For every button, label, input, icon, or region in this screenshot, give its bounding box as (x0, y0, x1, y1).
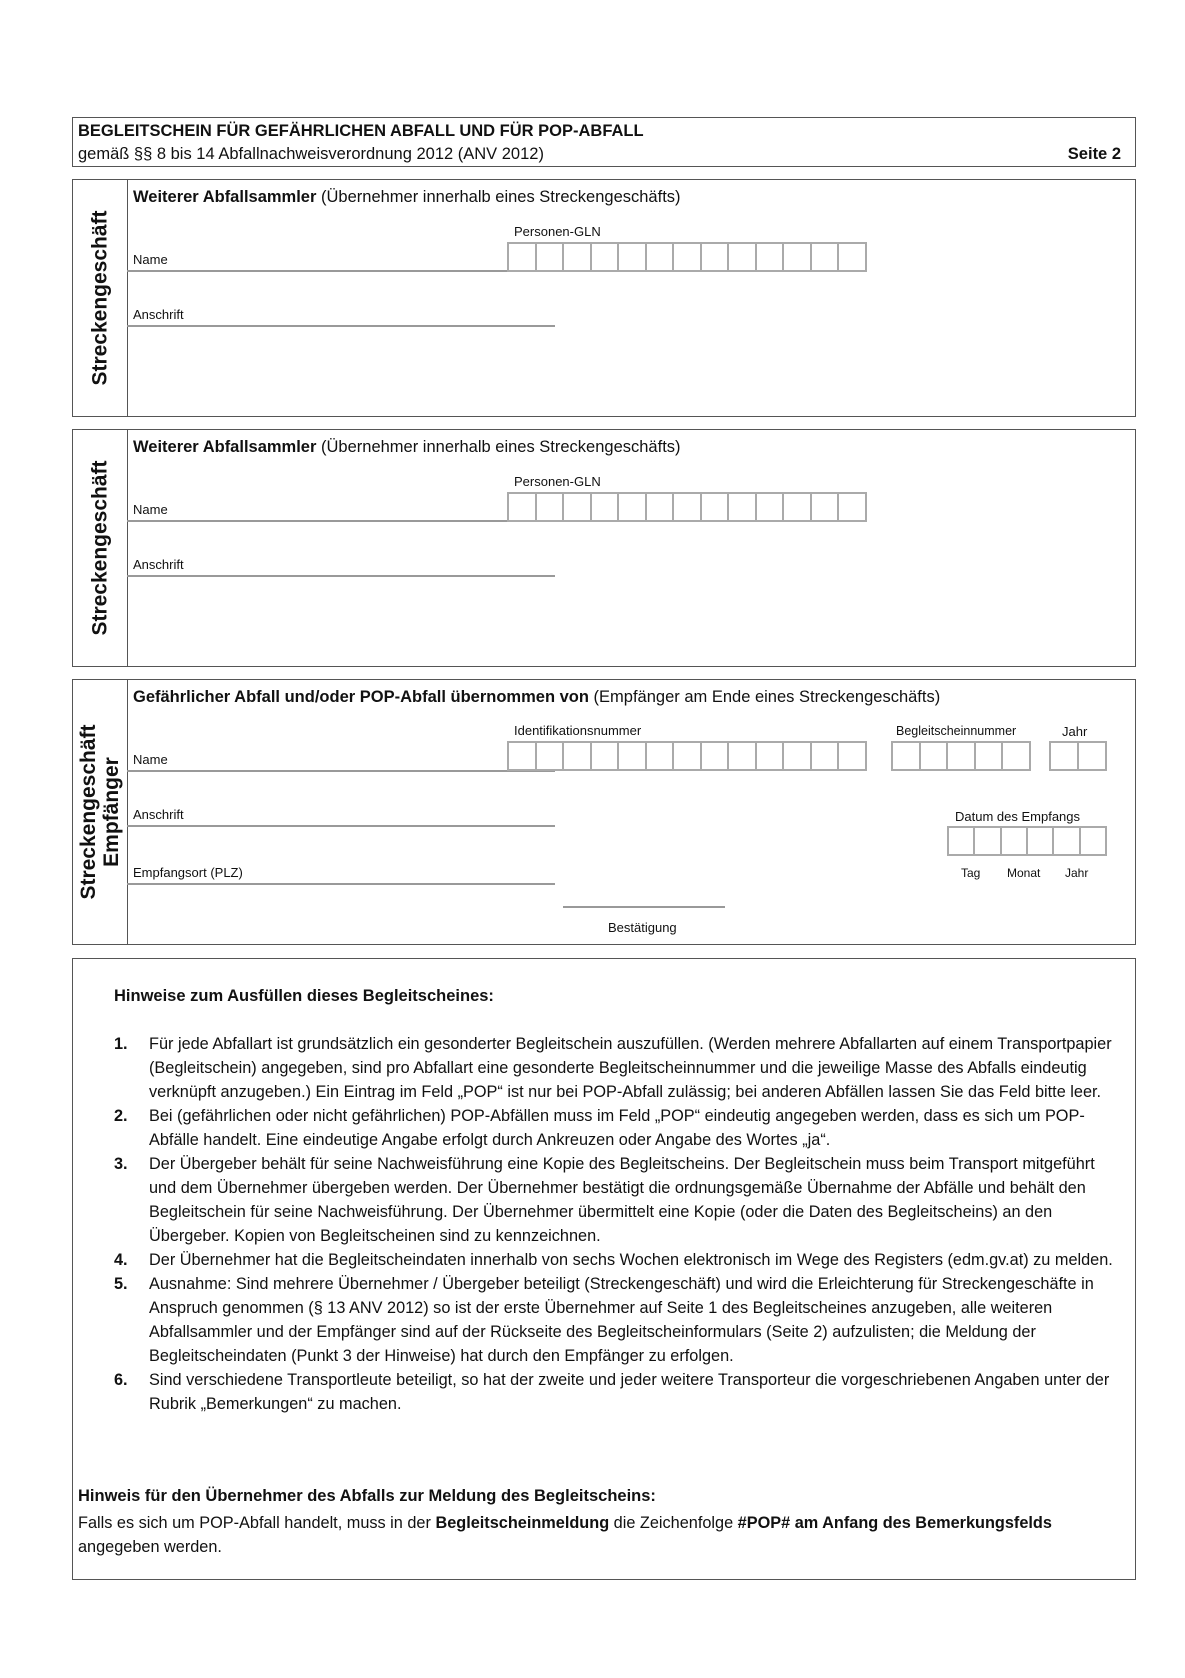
character-cell[interactable] (893, 743, 921, 769)
receiver-note-bold: Begleitscheinmeldung (435, 1514, 610, 1532)
character-cell[interactable] (1003, 743, 1029, 769)
place-label: Empfangsort (PLZ) (133, 865, 243, 880)
section-title-bold: Weiterer Abfallsammler (133, 188, 317, 206)
character-cell[interactable] (1051, 743, 1079, 769)
character-cell[interactable] (784, 244, 812, 270)
side-label-box (73, 180, 128, 416)
character-cell[interactable] (976, 743, 1004, 769)
character-cell[interactable] (619, 743, 647, 769)
character-cell[interactable] (1002, 828, 1028, 854)
form-subtitle: gemäß §§ 8 bis 14 Abfallnachweisverordnung 2012 (ANV 2012) (78, 145, 544, 163)
instruction-item (114, 1032, 1121, 1104)
date-year-label: Jahr (1065, 866, 1089, 880)
item-number: 1. (114, 1035, 128, 1053)
side-label (77, 724, 123, 899)
character-cell[interactable] (729, 244, 757, 270)
character-cell[interactable] (509, 743, 537, 769)
character-cell[interactable] (757, 743, 785, 769)
character-cell[interactable] (839, 494, 865, 520)
character-cell[interactable] (619, 244, 647, 270)
character-cell[interactable] (564, 244, 592, 270)
character-cell[interactable] (784, 743, 812, 769)
side-label-line-1: Streckengeschäft (77, 724, 100, 900)
address-field[interactable] (127, 325, 555, 327)
character-cell[interactable] (537, 743, 565, 769)
character-cell[interactable] (702, 743, 730, 769)
item-text: Bei (gefährlichen oder nicht gefährlichen) POP-Abfällen muss im Feld „POP“ eindeutig angegeben werden, dass es sich um POP-Abfälle handelt. Eine eindeutige Angabe erfolgt durch Ankreuzen oder Angabe des Wortes „ja“. (149, 1107, 1085, 1149)
character-cell[interactable] (975, 828, 1001, 854)
character-cell[interactable] (592, 743, 620, 769)
gln-label: Personen-GLN (514, 474, 601, 489)
character-cell[interactable] (839, 743, 865, 769)
character-cell[interactable] (812, 244, 840, 270)
character-cell[interactable] (702, 244, 730, 270)
id-input[interactable] (507, 741, 867, 771)
side-label-box (73, 430, 128, 666)
instruction-item (114, 1248, 1121, 1272)
address-label: Anschrift (133, 307, 184, 322)
item-text: Sind verschiedene Transportleute beteiligt, so hat der zweite und jeder weitere Transporteur die vorgeschriebenen Angaben unter der Rubrik „Bemerkungen“ zu machen. (149, 1371, 1110, 1413)
character-cell[interactable] (729, 494, 757, 520)
side-label-line-2: Empfänger (100, 757, 123, 867)
confirmation-field[interactable] (563, 906, 725, 908)
character-cell[interactable] (564, 743, 592, 769)
section-title (133, 688, 940, 707)
character-cell[interactable] (592, 244, 620, 270)
character-cell[interactable] (564, 494, 592, 520)
confirmation-label: Bestätigung (608, 920, 677, 935)
character-cell[interactable] (1054, 828, 1080, 854)
character-cell[interactable] (1028, 828, 1054, 854)
character-cell[interactable] (674, 743, 702, 769)
character-cell[interactable] (729, 743, 757, 769)
name-label: Name (133, 252, 168, 267)
place-field[interactable] (127, 883, 555, 885)
character-cell[interactable] (812, 494, 840, 520)
item-number: 3. (114, 1155, 128, 1173)
form-header (72, 117, 1136, 167)
character-cell[interactable] (592, 494, 620, 520)
character-cell[interactable] (702, 494, 730, 520)
character-cell[interactable] (921, 743, 949, 769)
date-input[interactable] (947, 826, 1107, 856)
receiver-note-part: die Zeichenfolge (609, 1514, 738, 1532)
character-cell[interactable] (647, 494, 675, 520)
side-label: Streckengeschäft (88, 210, 112, 386)
name-field[interactable] (127, 270, 555, 272)
section-title-rest: (Übernehmer innerhalb eines Streckengeschäfts) (316, 438, 681, 456)
character-cell[interactable] (757, 244, 785, 270)
section-title-rest: (Übernehmer innerhalb eines Streckengeschäfts) (316, 188, 681, 206)
item-text: Für jede Abfallart ist grundsätzlich ein gesonderter Begleitschein auszufüllen. (Werden mehrere Abfallarten auf einem Transportpapier (Begleitschein) angegeben, sind pro Abfallart eine gesonderte Begleitscheinnummer und die jeweilige Masse des Abfalls eindeutig verknüpft anzugeben.) Ein Eintrag im Feld „POP“ ist nur bei POP-Abfall zulässig; bei anderen Abfällen lassen Sie das Feld bitte leer. (149, 1035, 1112, 1101)
item-number: 5. (114, 1275, 128, 1293)
section-title-rest: (Empfänger am Ende eines Streckengeschäfts) (588, 688, 941, 706)
character-cell[interactable] (839, 244, 865, 270)
name-field[interactable] (127, 520, 555, 522)
instruction-item (114, 1104, 1121, 1152)
receiver-section (72, 679, 1136, 945)
item-text: Der Übergeber behält für seine Nachweisführung eine Kopie des Begleitscheins. Der Begleitschein muss beim Transport mitgeführt und dem Übernehmer übergeben werden. Der Übernehmer bestätigt die ordnungsgemäße Übernahme der Abfälle und behält den Begleitschein für seine Nachweisführung. Der Übernehmer übermittelt eine Kopie (oder die Daten des Begleitscheins) an den Übergeber. Kopien von Begleitscheinen sind zu kennzeichnen. (149, 1155, 1095, 1245)
character-cell[interactable] (509, 244, 537, 270)
character-cell[interactable] (537, 494, 565, 520)
character-cell[interactable] (1081, 828, 1105, 854)
character-cell[interactable] (948, 743, 976, 769)
gln-input[interactable] (507, 242, 867, 272)
year-label: Jahr (1062, 724, 1088, 739)
collector-section-1 (72, 179, 1136, 417)
character-cell[interactable] (1079, 743, 1105, 769)
character-cell[interactable] (619, 494, 647, 520)
address-label: Anschrift (133, 557, 184, 572)
character-cell[interactable] (812, 743, 840, 769)
character-cell[interactable] (674, 244, 702, 270)
item-number: 6. (114, 1371, 128, 1389)
section-title (133, 438, 681, 457)
address-field[interactable] (127, 825, 555, 827)
instruction-item (114, 1152, 1121, 1248)
character-cell[interactable] (784, 494, 812, 520)
item-text: Ausnahme: Sind mehrere Übernehmer / Übergeber beteiligt (Streckengeschäft) und wird die Erleichterung für Streckengeschäfte in Anspruch genommen (§ 13 ANV 2012) so ist der erste Übernehmer auf Seite 1 des Begleitscheines anzugeben, alle weiteren Abfallsammler und der Empfänger sind auf der Rückseite des Begleitscheinformulars (Seite 2) aufzulisten; die Meldung der Begleitscheindaten (Punkt 3 der Hinweise) hat durch den Empfänger zu erfolgen. (149, 1275, 1094, 1365)
section-title-bold: Weiterer Abfallsammler (133, 438, 317, 456)
receiver-note-text (78, 1511, 1075, 1559)
character-cell[interactable] (509, 494, 537, 520)
form-title: BEGLEITSCHEIN FÜR GEFÄHRLICHEN ABFALL UND FÜR POP-ABFALL (78, 122, 644, 140)
date-label: Datum des Empfangs (955, 809, 1081, 824)
instructions-heading: Hinweise zum Ausfüllen dieses Begleitscheines: (114, 987, 494, 1005)
item-text: Der Übernehmer hat die Begleitscheindaten innerhalb von sechs Wochen elektronisch im Wege des Registers (edm.gv.at) zu melden. (149, 1251, 1113, 1269)
receiver-note-part: Falls es sich um POP-Abfall handelt, muss in der (78, 1514, 436, 1532)
address-field[interactable] (127, 575, 555, 577)
year-input[interactable] (1049, 741, 1107, 771)
character-cell[interactable] (674, 494, 702, 520)
side-label: Streckengeschäft (88, 460, 112, 636)
instructions-box (72, 958, 1136, 1580)
instruction-item (114, 1368, 1121, 1416)
address-label: Anschrift (133, 807, 184, 822)
instructions-list (114, 1032, 1121, 1416)
instruction-item (114, 1272, 1121, 1368)
item-number: 4. (114, 1251, 128, 1269)
receiver-note-heading: Hinweis für den Übernehmer des Abfalls zur Meldung des Begleitscheins: (78, 1487, 656, 1505)
doc-number-label: Begleitscheinnummer (896, 724, 1017, 738)
name-field[interactable] (127, 770, 555, 772)
name-label: Name (133, 502, 168, 517)
section-title-bold: Gefährlicher Abfall und/oder POP-Abfall übernommen von (133, 688, 589, 706)
receiver-note-bold: #POP# am Anfang des Bemerkungsfelds (737, 1514, 1052, 1532)
date-month-label: Monat (1007, 866, 1041, 880)
section-title (133, 188, 681, 207)
name-label: Name (133, 752, 168, 767)
item-number: 2. (114, 1107, 128, 1125)
gln-label: Personen-GLN (514, 224, 601, 239)
doc-number-input[interactable] (891, 741, 1031, 771)
gln-input[interactable] (507, 492, 867, 522)
character-cell[interactable] (647, 244, 675, 270)
page-number: Seite 2 (1067, 145, 1121, 163)
date-day-label: Tag (961, 866, 981, 880)
collector-section-2 (72, 429, 1136, 667)
id-label: Identifikationsnummer (514, 723, 642, 738)
character-cell[interactable] (757, 494, 785, 520)
character-cell[interactable] (949, 828, 975, 854)
character-cell[interactable] (647, 743, 675, 769)
receiver-note-part: angegeben werden. (78, 1538, 222, 1556)
character-cell[interactable] (537, 244, 565, 270)
side-label-box (73, 680, 128, 944)
